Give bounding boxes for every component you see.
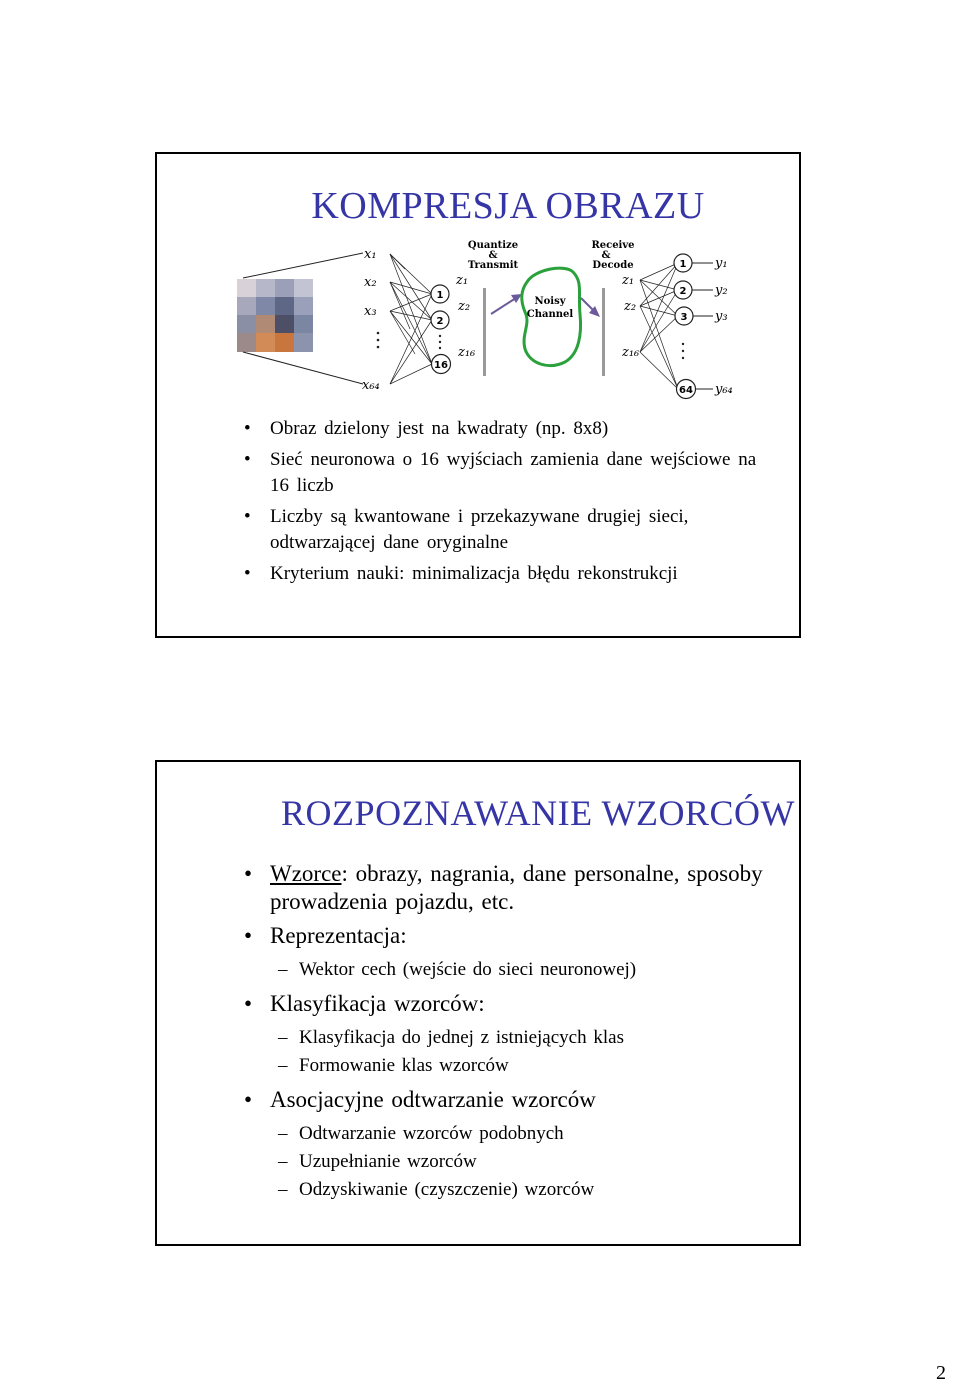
bullet-item: • Sieć neuronowa o 16 wyjściach zamienia dane wejściowe na 16 liczb	[270, 447, 780, 499]
bullet-text: : obrazy, nagrania, dane personalne, sposoby prowadzenia pojazdu, etc.	[270, 861, 763, 914]
decoder-node: 1	[679, 259, 687, 270]
bullet-item	[270, 922, 780, 984]
quantize-label: Transmit	[467, 260, 519, 271]
encoder-node: 1	[436, 290, 444, 301]
bullet-text: Reprezentacja:	[270, 923, 407, 948]
output-label: y₃	[715, 309, 728, 324]
output-label: y₆₄	[715, 382, 733, 397]
input-label: x₃	[364, 304, 377, 319]
decoder-node: 2	[679, 286, 687, 297]
sub-list	[270, 1120, 780, 1204]
z-label: z₁	[456, 273, 469, 288]
bullet-item: • Obraz dzielony jest na kwadraty (np. 8x8)	[270, 416, 780, 442]
bullet-item: • Kryterium nauki: minimalizacja błędu rekonstrukcji	[270, 561, 780, 587]
encoder-node: 2	[436, 316, 444, 327]
output-label: y₂	[715, 283, 728, 298]
bullet-item: • Liczby są kwantowane i przekazywane drugiej sieci, odtwarzającej dane oryginalne	[270, 504, 780, 556]
slide-title: KOMPRESJA OBRAZU	[311, 185, 705, 227]
sub-item: – Odtwarzanie wzorców podobnych	[270, 1120, 780, 1148]
sub-item: – Formowanie klas wzorców	[270, 1052, 780, 1080]
quantize-label: Quantize	[467, 240, 519, 251]
bullet-text: Klasyfikacja wzorców:	[270, 991, 485, 1016]
input-label: x₆₄	[362, 378, 380, 393]
decoder-node: 64	[679, 385, 693, 396]
output-label: y₁	[715, 256, 728, 271]
channel-label: Noisy	[534, 296, 566, 307]
slide-title: ROZPOZNAWANIE WZORCÓW	[281, 793, 795, 833]
receive-label: Decode	[592, 260, 634, 271]
quantize-label: &	[488, 250, 498, 261]
bullet-item	[270, 1086, 780, 1204]
sub-item: – Klasyfikacja do jednej z istniejących klas	[270, 1024, 780, 1052]
sub-list	[270, 1024, 780, 1080]
bullet-list	[270, 416, 780, 592]
bullet-item	[270, 860, 780, 916]
bullet-list	[270, 860, 780, 1210]
input-label: x₂	[364, 275, 377, 290]
receive-label: Receive	[591, 240, 635, 251]
z-label: z₂	[624, 299, 637, 314]
bullet-text: Asocjacyjne odtwarzanie wzorców	[270, 1087, 596, 1112]
receive-label: &	[601, 250, 611, 261]
channel-label: Channel	[526, 309, 574, 320]
decoder-node: 3	[680, 312, 688, 323]
term-wzorce: Wzorce	[270, 861, 342, 886]
page-number: 2	[936, 1362, 946, 1384]
sub-item: – Wektor cech (wejście do sieci neuronowej)	[270, 956, 780, 984]
z-label: z₁₆	[458, 345, 476, 360]
slide-rozpoznawanie	[155, 760, 801, 1246]
input-label: x₁	[364, 247, 377, 262]
sub-item: – Odzyskiwanie (czyszczenie) wzorców	[270, 1176, 780, 1204]
sub-item: – Uzupełnianie wzorców	[270, 1148, 780, 1176]
z-label: z₂	[458, 299, 471, 314]
z-label: z₁₆	[622, 345, 640, 360]
slide-kompresja	[155, 152, 801, 638]
sub-list	[270, 956, 780, 984]
pixelated-image	[237, 279, 313, 352]
bullet-item	[270, 990, 780, 1080]
z-label: z₁	[622, 273, 635, 288]
encoder-node: 16	[434, 360, 448, 371]
autoencoder-diagram	[235, 234, 745, 404]
